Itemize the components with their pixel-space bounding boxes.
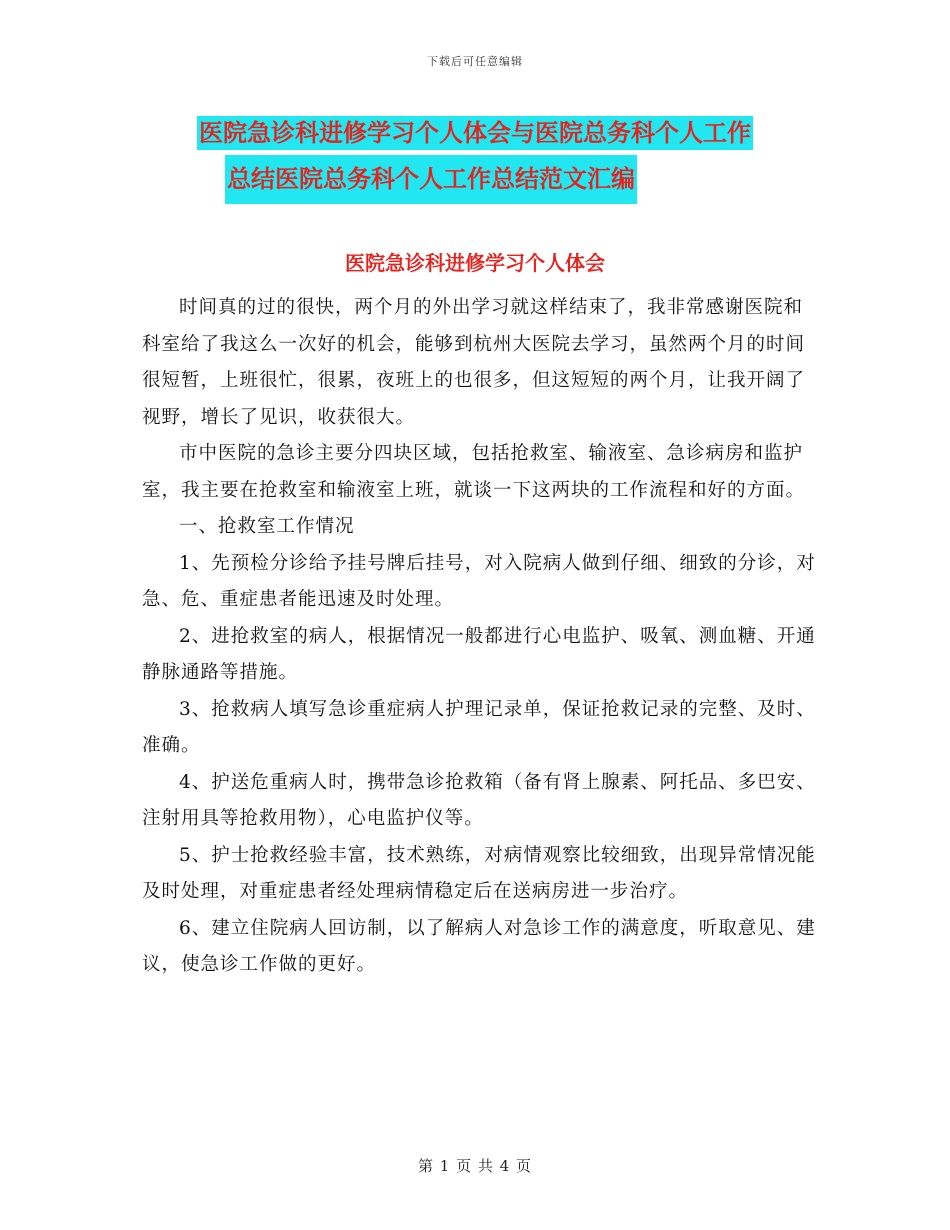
paragraph-9: 6、建立住院病人回访制，以了解病人对急诊工作的满意度，听取意见、建议，使急诊工作做的更好。 (142, 917, 816, 975)
document-title (0, 112, 950, 204)
title-highlight-1: 医院急诊科进修学习个人体会与医院总务科个人工作 (197, 116, 753, 150)
paragraph-7: 4、护送危重病人时，携带急诊抢救箱（备有肾上腺素、阿托品、多巴安、注射用具等抢救用物），心电监护仪等。 (142, 771, 816, 829)
page-number-footer: 第 1 页 共 4 页 (418, 1157, 532, 1175)
body-text (142, 290, 820, 984)
paragraph-1: 时间真的过的很快，两个月的外出学习就这样结束了，我非常感谢医院和科室给了我这么一次好的机会，能够到杭州大医院去学习，虽然两个月的时间很短暂，上班很忙，很累，夜班上的也很多，但这短短的两个月，让我开阔了视野，增长了见识，收获很大。 (142, 297, 806, 428)
document-title-line-2 (0, 155, 950, 204)
paragraph-4: 1、先预检分诊给予挂号牌后挂号，对入院病人做到仔细、细致的分诊，对急、危、重症患者能迅速及时处理。 (142, 552, 816, 610)
paragraph-6: 3、抢救病人填写急诊重症病人护理记录单，保证抢救记录的完整、及时、准确。 (142, 698, 816, 756)
section-title: 医院急诊科进修学习个人体会 (345, 251, 605, 275)
paragraph-8: 5、护士抢救经验丰富，技术熟练，对病情观察比较细致，出现异常情况能及时处理，对重症患者经处理病情稳定后在送病房进一步治疗。 (142, 844, 816, 902)
paragraph-2: 市中医院的急诊主要分四块区域，包括抢救室、输液室、急诊病房和监护室，我主要在抢救室和输液室上班，就谈一下这两块的工作流程和好的方面。 (142, 443, 806, 501)
paragraph-5: 2、进抢救室的病人，根据情况一般都进行心电监护、吸氧、测血糖、开通静脉通路等措施。 (142, 625, 816, 683)
paragraph-3: 一、抢救室工作情况 (179, 516, 355, 537)
title-highlight-2: 总结医院总务科个人工作总结范文汇编 (225, 155, 637, 204)
document-title-line-1 (0, 112, 950, 155)
page-header-note: 下载后可任意编辑 (427, 55, 523, 68)
